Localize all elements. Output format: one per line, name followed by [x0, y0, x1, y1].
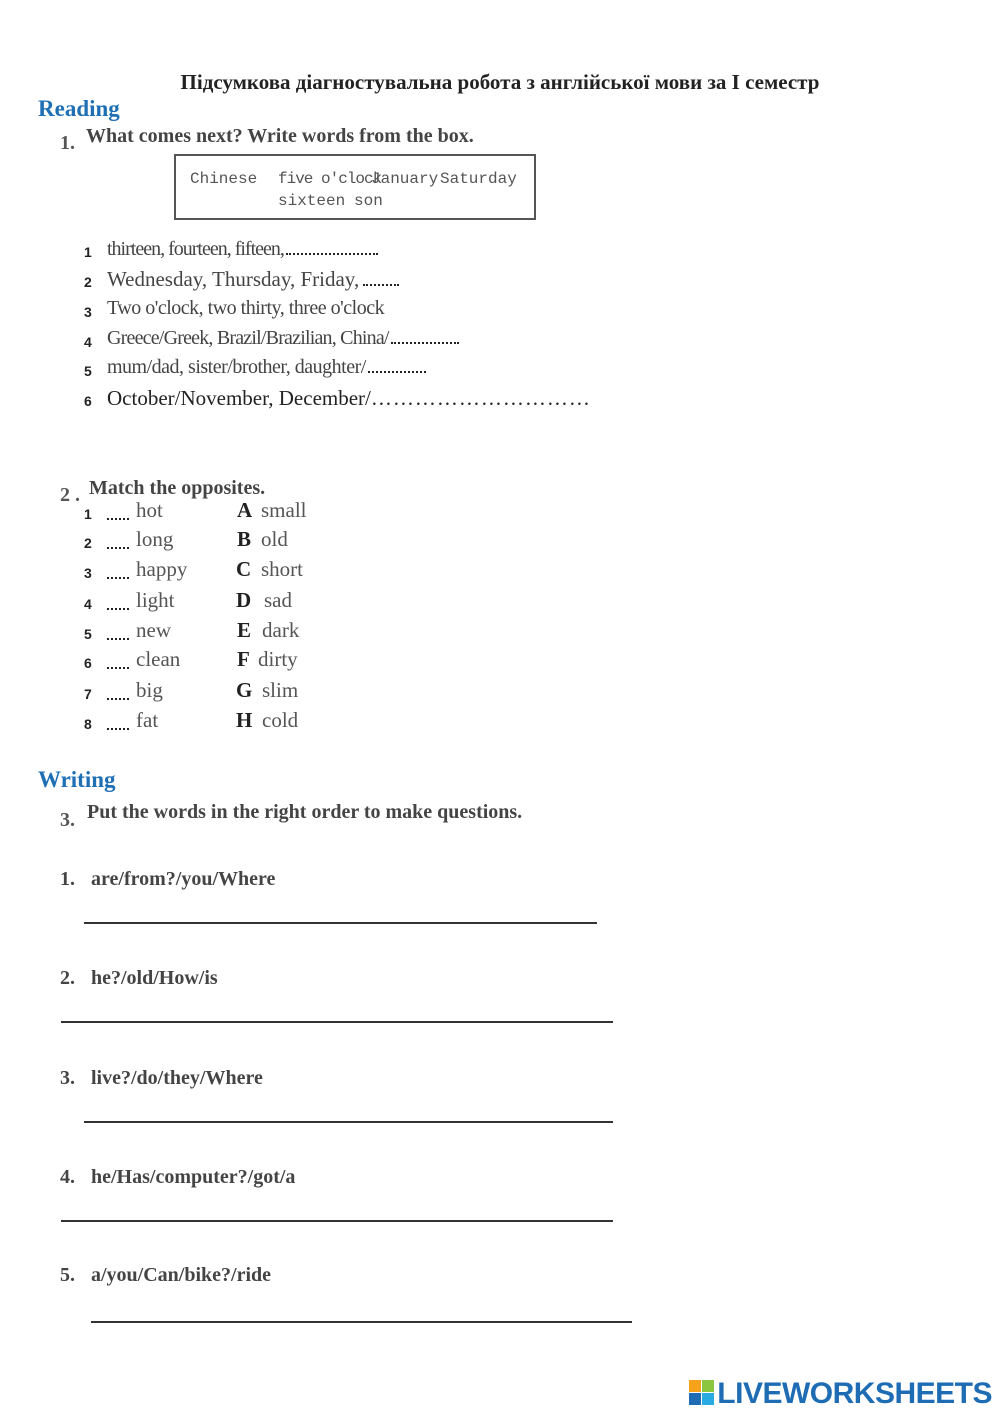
word-box [174, 154, 536, 220]
question-item-number: 5. [60, 1264, 75, 1286]
sequence-item: October/November, December/………………………… [107, 386, 591, 410]
item-number: 3 [84, 304, 92, 320]
answer-blank[interactable] [368, 357, 426, 373]
logo-text: LIVEWORKSHEETS [717, 1377, 992, 1410]
match-letter: C [236, 557, 252, 581]
question-number: 2 . [60, 484, 80, 506]
match-letter: E [237, 618, 252, 642]
answer-blank[interactable] [363, 270, 399, 286]
item-number: 7 [84, 686, 92, 702]
match-answer-blank[interactable] [107, 596, 129, 610]
word-box-word: Saturday [440, 170, 517, 188]
item-number: 1 [84, 506, 92, 522]
scrambled-question: a/you/Can/bike?/ride [91, 1264, 272, 1286]
word-box-word: son [354, 192, 383, 210]
match-answer-blank[interactable] [107, 686, 129, 700]
sequence-item: thirteen, fourteen, fifteen, [107, 238, 378, 261]
word-box-word: Chinese [190, 170, 258, 188]
question-item-number: 2. [60, 967, 75, 989]
item-number: 8 [84, 716, 92, 732]
answer-blank[interactable] [391, 328, 459, 344]
page-title: Підсумкова діагностувальна робота з англійської мови за І семестр [180, 70, 820, 94]
match-answer-blank[interactable] [107, 626, 129, 640]
item-number: 4 [84, 334, 92, 350]
match-opposite: short [261, 557, 303, 581]
section-heading-writing: Writing [38, 767, 116, 792]
match-answer-blank[interactable] [107, 506, 129, 520]
answer-blank[interactable]: ………………………… [370, 386, 591, 410]
answer-line[interactable] [84, 922, 597, 924]
sequence-item: Wednesday, Thursday, Friday, [107, 267, 399, 292]
scrambled-question: are/from?/you/Where [91, 868, 276, 890]
match-opposite: small [261, 498, 307, 522]
section-heading-reading: Reading [38, 96, 120, 121]
match-word: hot [136, 498, 163, 522]
answer-line[interactable] [84, 1121, 613, 1123]
answer-blank[interactable] [286, 239, 378, 255]
question-instruction: What comes next? Write words from the box. [86, 125, 474, 147]
item-number: 5 [84, 626, 92, 642]
sequence-item: Greece/Greek, Brazil/Brazilian, China/ [107, 327, 459, 350]
word-box-word: sixteen [278, 192, 346, 210]
match-opposite: dark [262, 618, 300, 642]
match-word: happy [136, 557, 188, 581]
liveworksheets-logo [689, 1377, 992, 1411]
match-word: clean [136, 647, 181, 671]
question-item-number: 4. [60, 1166, 75, 1188]
match-word: big [136, 678, 163, 702]
answer-line[interactable] [61, 1220, 613, 1222]
match-answer-blank[interactable] [107, 716, 129, 730]
match-opposite: old [261, 527, 288, 551]
question-instruction: Put the words in the right order to make questions. [87, 801, 523, 823]
match-opposite: cold [262, 708, 299, 732]
scrambled-question: he/Has/computer?/got/a [91, 1166, 296, 1188]
question-item-number: 3. [60, 1067, 75, 1089]
match-word: fat [136, 708, 159, 732]
match-answer-blank[interactable] [107, 655, 129, 669]
match-letter: F [237, 647, 250, 671]
question-item-number: 1. [60, 868, 75, 890]
match-letter: G [236, 678, 253, 702]
match-letter: B [237, 527, 252, 551]
answer-line[interactable] [91, 1321, 632, 1323]
match-word: long [136, 527, 174, 551]
item-number: 5 [84, 363, 92, 379]
scrambled-question: live?/do/they/Where [91, 1067, 263, 1089]
item-number: 6 [84, 655, 92, 671]
item-number: 1 [84, 244, 92, 260]
sequence-item: Two o'clock, two thirty, three o'clock [107, 297, 385, 319]
match-word: new [136, 618, 171, 642]
match-letter: A [237, 498, 253, 522]
match-answer-blank[interactable] [107, 565, 129, 579]
match-answer-blank[interactable] [107, 535, 129, 549]
logo-mark-icon [689, 1380, 715, 1406]
item-number: 4 [84, 596, 92, 612]
match-word: light [136, 588, 175, 612]
match-opposite: sad [264, 588, 292, 612]
word-box-word: five o'clock [278, 170, 382, 188]
question-number: 1. [60, 132, 75, 154]
word-box-word: January [371, 170, 439, 188]
answer-line[interactable] [61, 1021, 613, 1023]
item-number: 6 [84, 393, 92, 409]
scrambled-question: he?/old/How/is [91, 967, 218, 989]
match-letter: D [236, 588, 252, 612]
question-instruction: Match the opposites. [89, 477, 266, 499]
match-opposite: dirty [258, 647, 298, 671]
match-opposite: slim [262, 678, 299, 702]
question-number: 3. [60, 809, 75, 831]
sequence-item: mum/dad, sister/brother, daughter/ [107, 356, 426, 379]
match-letter: H [236, 708, 253, 732]
item-number: 2 [84, 274, 92, 290]
item-number: 2 [84, 535, 92, 551]
item-number: 3 [84, 565, 92, 581]
